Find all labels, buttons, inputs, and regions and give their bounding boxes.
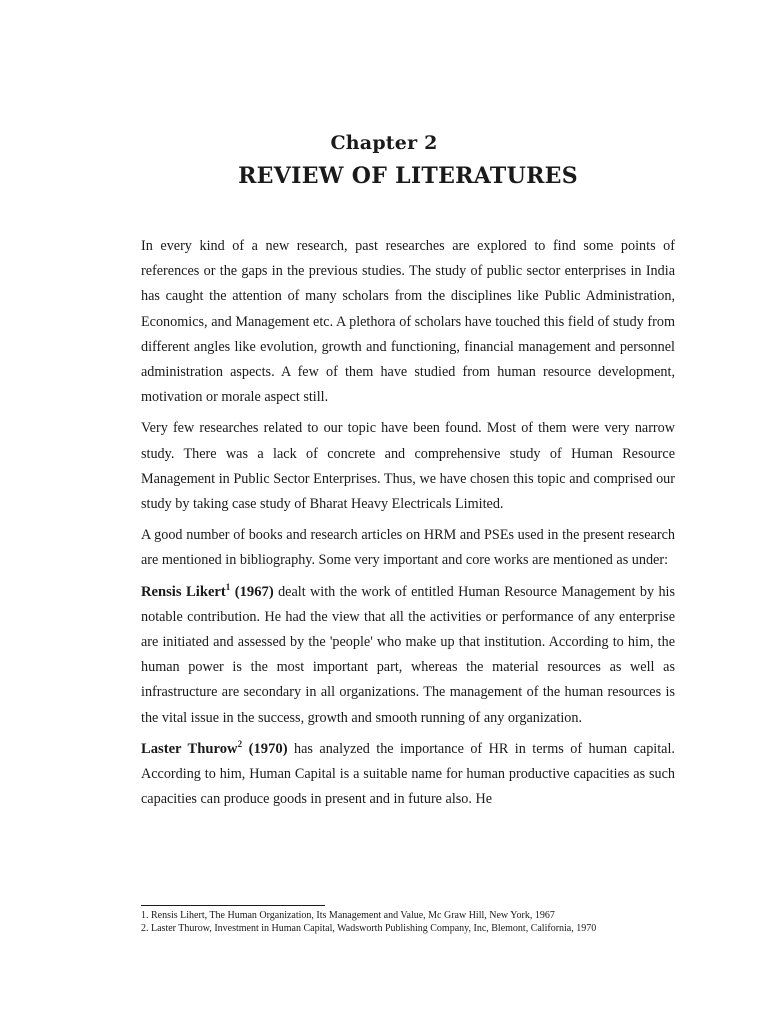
review-author — [141, 581, 274, 600]
chapter-label: Chapter 2 — [330, 132, 438, 154]
footnote-ref: 1 — [225, 581, 231, 592]
review-year: (1967) — [234, 583, 274, 600]
footnotes — [141, 910, 701, 935]
review-text: dealt with the work of entitled Human Resource Management by his notable contribution. He had the view that all the activities or performance of any enterprise are initiated and assessed by the 'people' who make up that institution. According to him, the human power is the most important part, whereas the material resources as well as infrastructure are secondary in all organizations. The management of the human resources is the vital issue in the success, growth and smooth running of any organization. — [141, 583, 675, 726]
footnote-divider — [141, 905, 325, 906]
paragraph: In every kind of a new research, past researches are explored to find some points of references or the gaps in the previous studies. The study of public sector enterprises in India has caught the attention of many scholars from the disciplines like Public Administration, Economics, and Management etc. A plethora of scholars have touched this field of study from different angles like evolution, growth and functioning, financial management and personnel administration aspects. A few of them have studied from human resource development, motivation or morale aspect still. — [141, 238, 675, 406]
review-author — [141, 741, 288, 757]
review-author-name: Laster Thurow — [141, 740, 238, 757]
paragraph: A good number of books and research articles on HRM and PSEs used in the present research are mentioned in bibliography. Some very important and core works are mentioned as under: — [141, 527, 675, 569]
review-author-name: Rensis Likert — [141, 583, 226, 600]
paragraph: Very few researches related to our topic have been found. Most of them were very narrow study. There was a lack of concrete and comprehensive study of Human Resource Management in Public Sector Enterprises. Thus, we have chosen this topic and comprised our study by taking case study of Bharat Heavy Electricals Limited. — [141, 420, 675, 513]
footnote: 1. Rensis Lihert, The Human Organization, Its Management and Value, Mc Graw Hill, New York, 1967 — [141, 910, 555, 921]
footnote: 2. Laster Thurow, Investment in Human Capital, Wadsworth Publishing Company, Inc, Blemont, California, 1970 — [141, 922, 597, 934]
review-paragraph — [141, 580, 675, 731]
review-text: has analyzed the importance of HR in terms of human capital. According to him, Human Capital is a suitable name for human productive capacities as such capacities can produce goods in present and in future also. He — [141, 740, 675, 808]
chapter-title: REVIEW OF LITERATURES — [238, 163, 578, 189]
review-year: (1970) — [248, 740, 288, 757]
body-text — [141, 234, 675, 818]
review-paragraph — [141, 737, 675, 813]
footnote-ref: 2 — [237, 739, 243, 749]
